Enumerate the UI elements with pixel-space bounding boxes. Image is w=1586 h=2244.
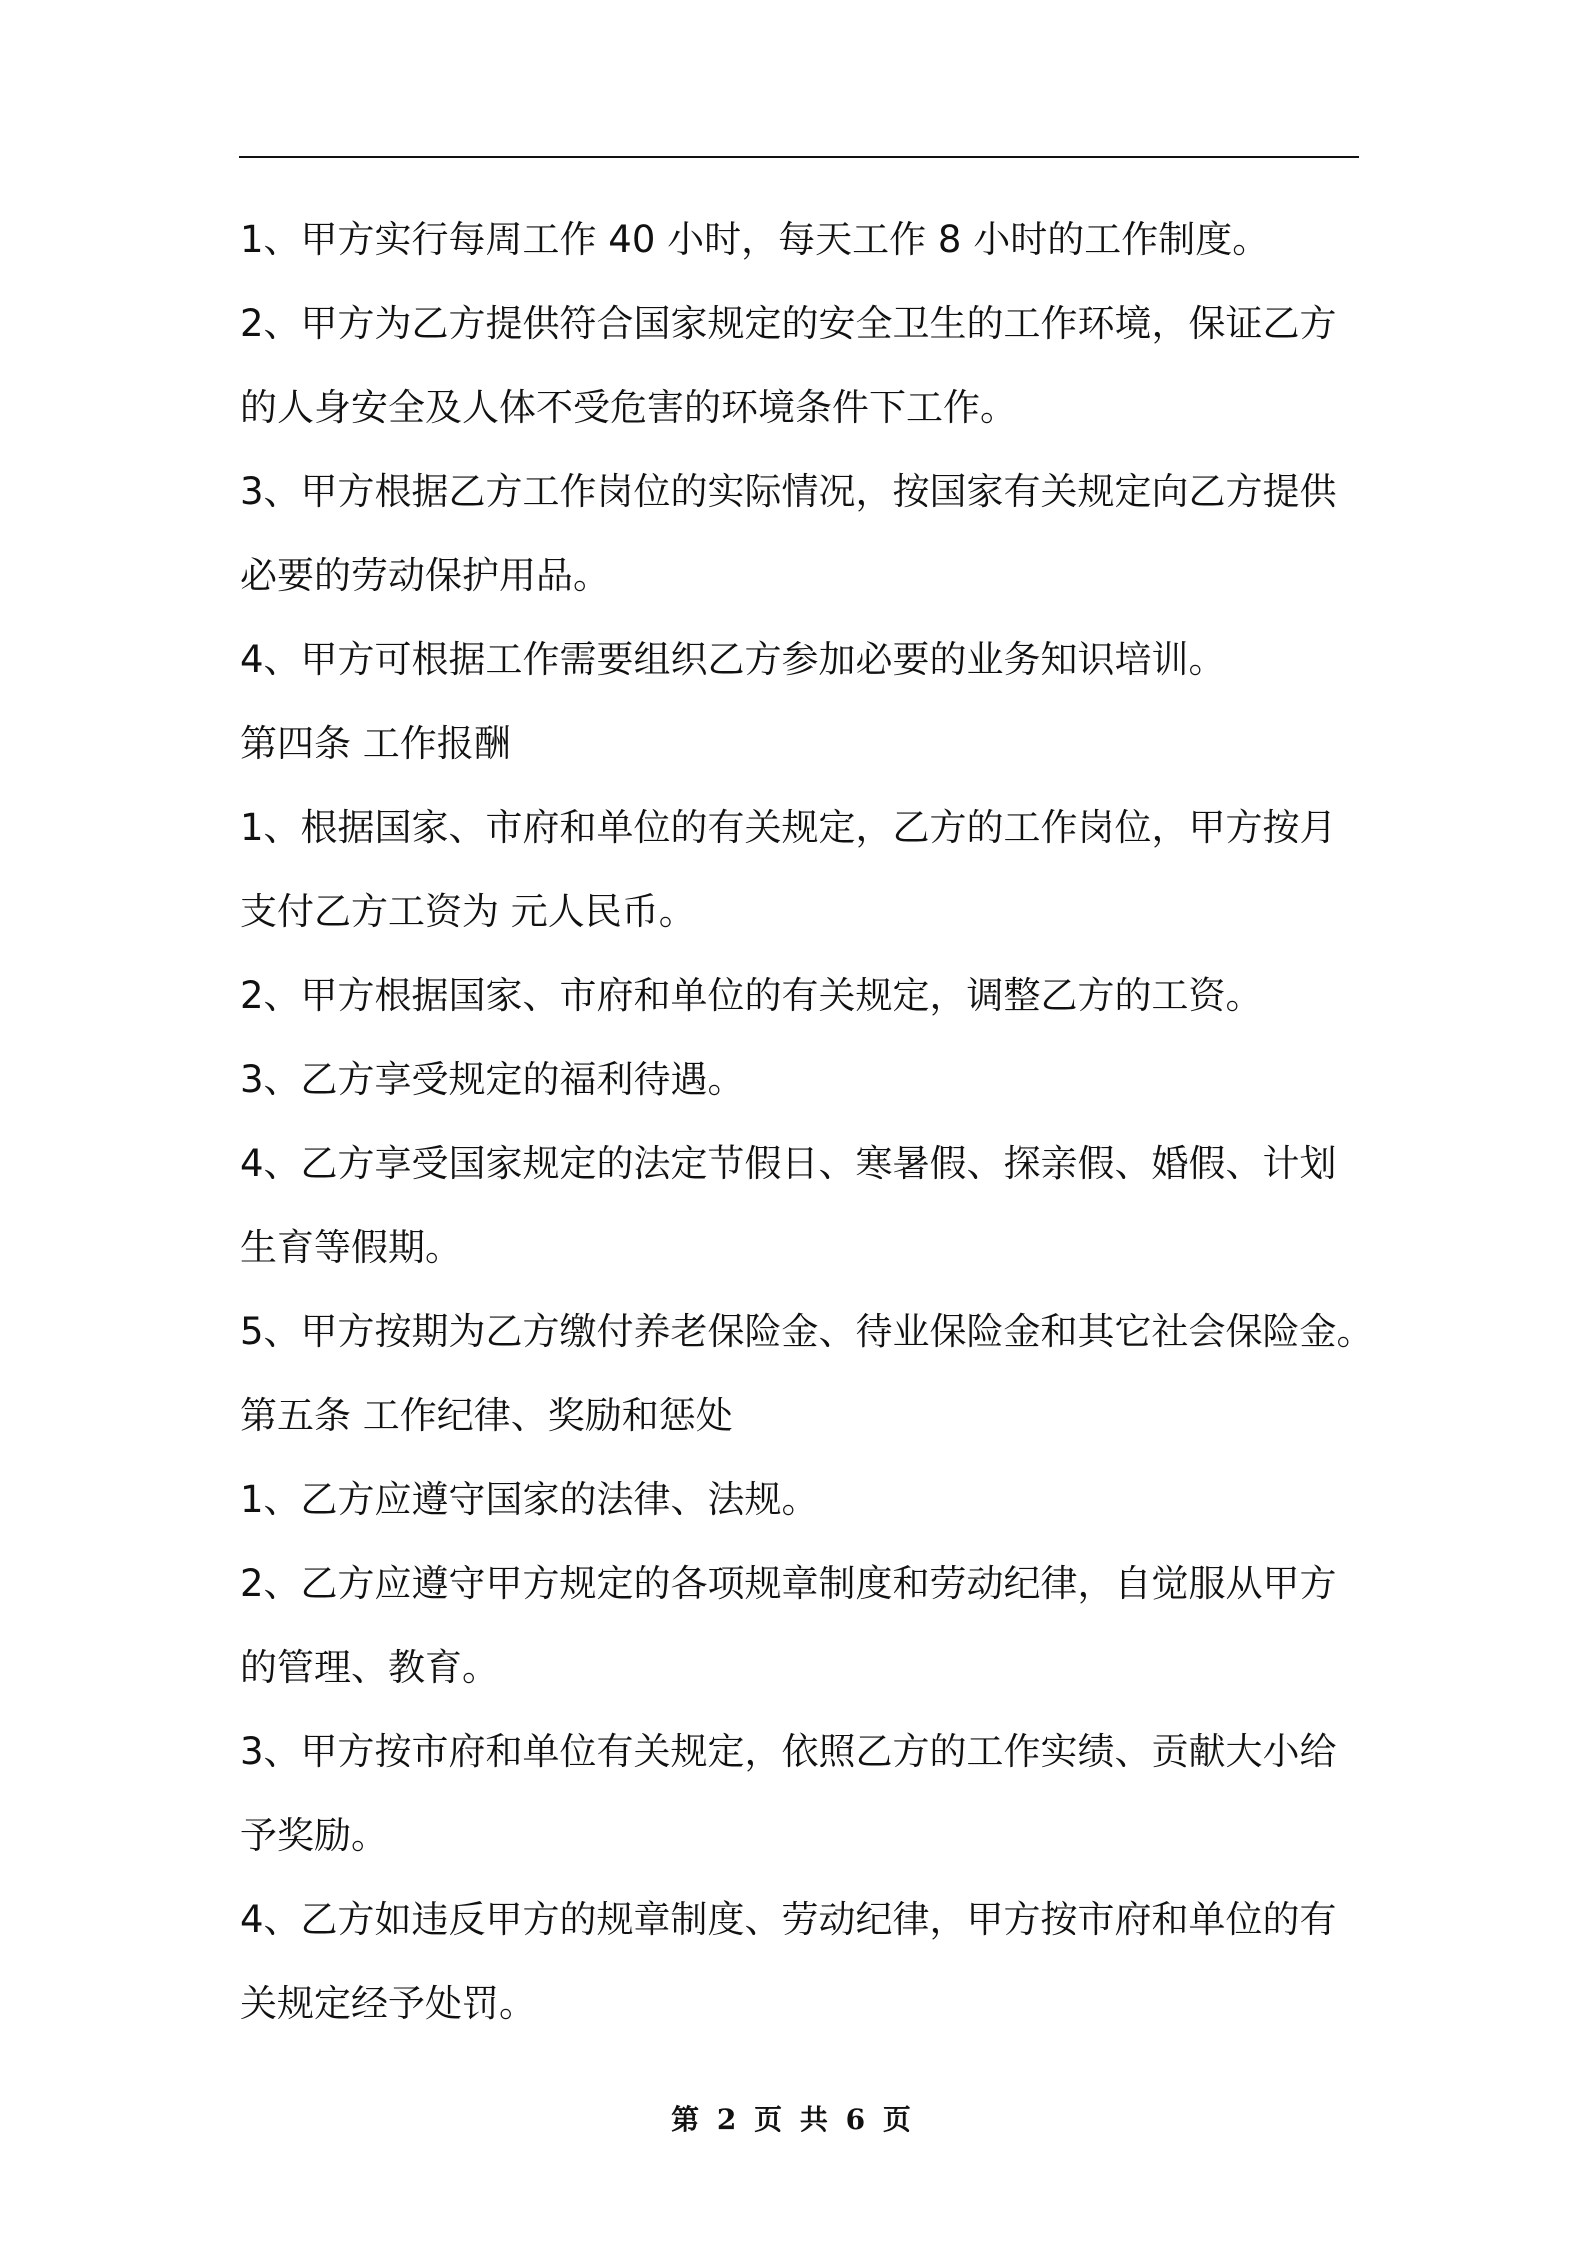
clause-4-item-4-line-1: 4、乙方享受国家规定的法定节假日、寒暑假、探亲假、婚假、计划 (240, 1142, 1337, 1185)
clause-3-item-2-line-2: 的人身安全及人体不受危害的环境条件下工作。 (240, 386, 1017, 429)
clause-4-item-1-line-2: 支付乙方工资为 元人民币。 (240, 890, 696, 933)
clause-5-item-4-line-1: 4、乙方如违反甲方的规章制度、劳动纪律，甲方按市府和单位的有 (240, 1898, 1337, 1941)
clause-5-item-4-line-2: 关规定经予处罚。 (240, 1982, 536, 2025)
clause-4-item-4-line-2: 生育等假期。 (240, 1226, 462, 1269)
clause-3-item-3-line-2: 必要的劳动保护用品。 (240, 554, 610, 597)
header-rule (239, 156, 1359, 158)
clause-3-item-3-line-1: 3、甲方根据乙方工作岗位的实际情况，按国家有关规定向乙方提供 (240, 470, 1337, 513)
clause-4-item-3: 3、乙方享受规定的福利待遇。 (240, 1058, 745, 1101)
clause-5-item-2-line-2: 的管理、教育。 (240, 1646, 499, 1689)
clause-5-item-1: 1、乙方应遵守国家的法律、法规。 (240, 1478, 819, 1521)
clause-3-item-2-line-1: 2、甲方为乙方提供符合国家规定的安全卫生的工作环境，保证乙方 (240, 302, 1337, 345)
page-number-footer: 第 2 页 共 6 页 (671, 2103, 915, 2136)
clause-3-item-1: 1、甲方实行每周工作 40 小时，每天工作 8 小时的工作制度。 (240, 218, 1270, 261)
clause-5-item-3-line-2: 予奖励。 (240, 1814, 388, 1857)
clause-4-item-2: 2、甲方根据国家、市府和单位的有关规定，调整乙方的工资。 (240, 974, 1263, 1017)
section-heading-article-4: 第四条 工作报酬 (240, 722, 511, 765)
section-heading-article-5: 第五条 工作纪律、奖励和惩处 (240, 1394, 733, 1437)
clause-5-item-2-line-1: 2、乙方应遵守甲方规定的各项规章制度和劳动纪律，自觉服从甲方 (240, 1562, 1337, 1605)
clause-4-item-1-line-1: 1、根据国家、市府和单位的有关规定，乙方的工作岗位，甲方按月 (240, 806, 1337, 849)
document-body (240, 198, 1374, 2046)
clause-3-item-4: 4、甲方可根据工作需要组织乙方参加必要的业务知识培训。 (240, 638, 1226, 681)
clause-4-item-5: 5、甲方按期为乙方缴付养老保险金、待业保险金和其它社会保险金。 (240, 1310, 1374, 1353)
clause-5-item-3-line-1: 3、甲方按市府和单位有关规定，依照乙方的工作实绩、贡献大小给 (240, 1730, 1337, 1773)
